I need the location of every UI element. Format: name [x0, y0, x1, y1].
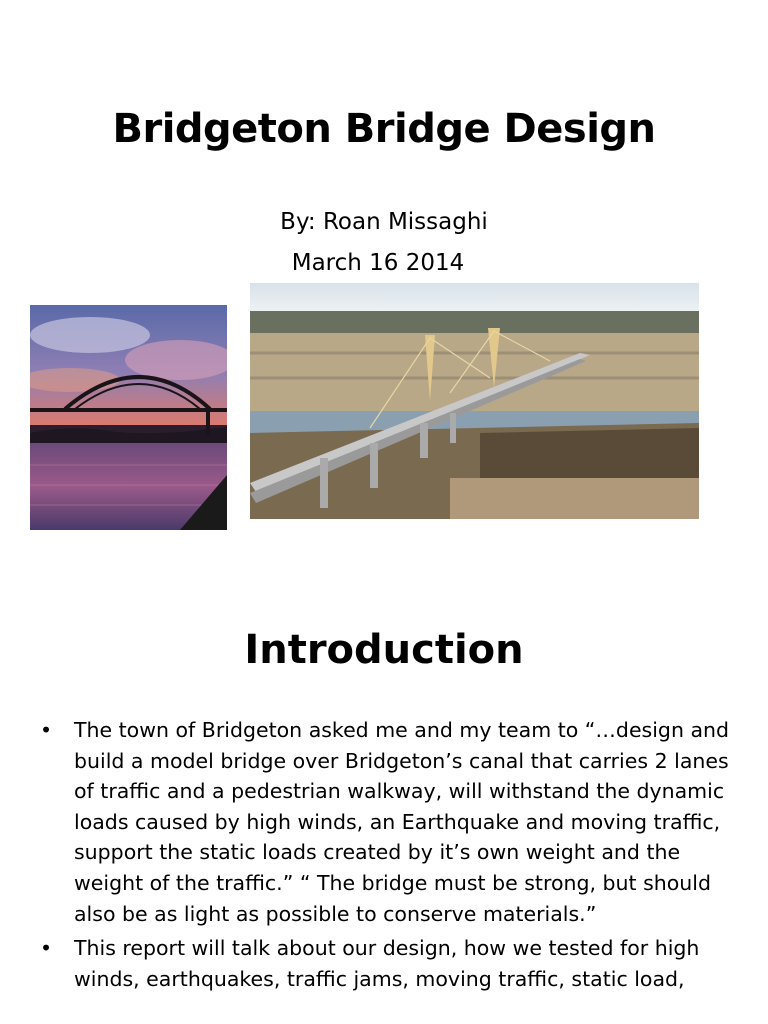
cable-stayed-bridge-photo — [250, 283, 699, 519]
bullet-text: This report will talk about our design, how we tested for high winds, earthquakes, traffic jams, moving traffic, static load, — [74, 936, 700, 991]
arch-bridge-sunset-photo — [30, 305, 227, 530]
bullet-icon: • — [40, 718, 53, 742]
slide-title: Bridgeton Bridge Design — [112, 106, 656, 152]
introduction-slide — [0, 560, 768, 1024]
bullet-item — [40, 933, 730, 994]
bullet-icon: • — [40, 936, 53, 961]
bullet-item — [40, 715, 730, 929]
bullet-list — [40, 715, 730, 998]
bullet-text: The town of Bridgeton asked me and my team to “…design and build a model bridge over Bridgeton’s canal that carries 2 lanes of traffic and a pedestrian walkway, will withstand the dynamic loads caused by high winds, an Earthquake and moving traffic, support the static loads created by it’s own weight and the weight of the traffic.” “ The bridge must be strong, but should also be as light as possible to conserve materials.” — [74, 718, 730, 926]
introduction-heading: Introduction — [244, 627, 524, 673]
date-line: March 16 2014 — [291, 250, 465, 276]
author-line: By: Roan Missaghi — [280, 209, 488, 235]
